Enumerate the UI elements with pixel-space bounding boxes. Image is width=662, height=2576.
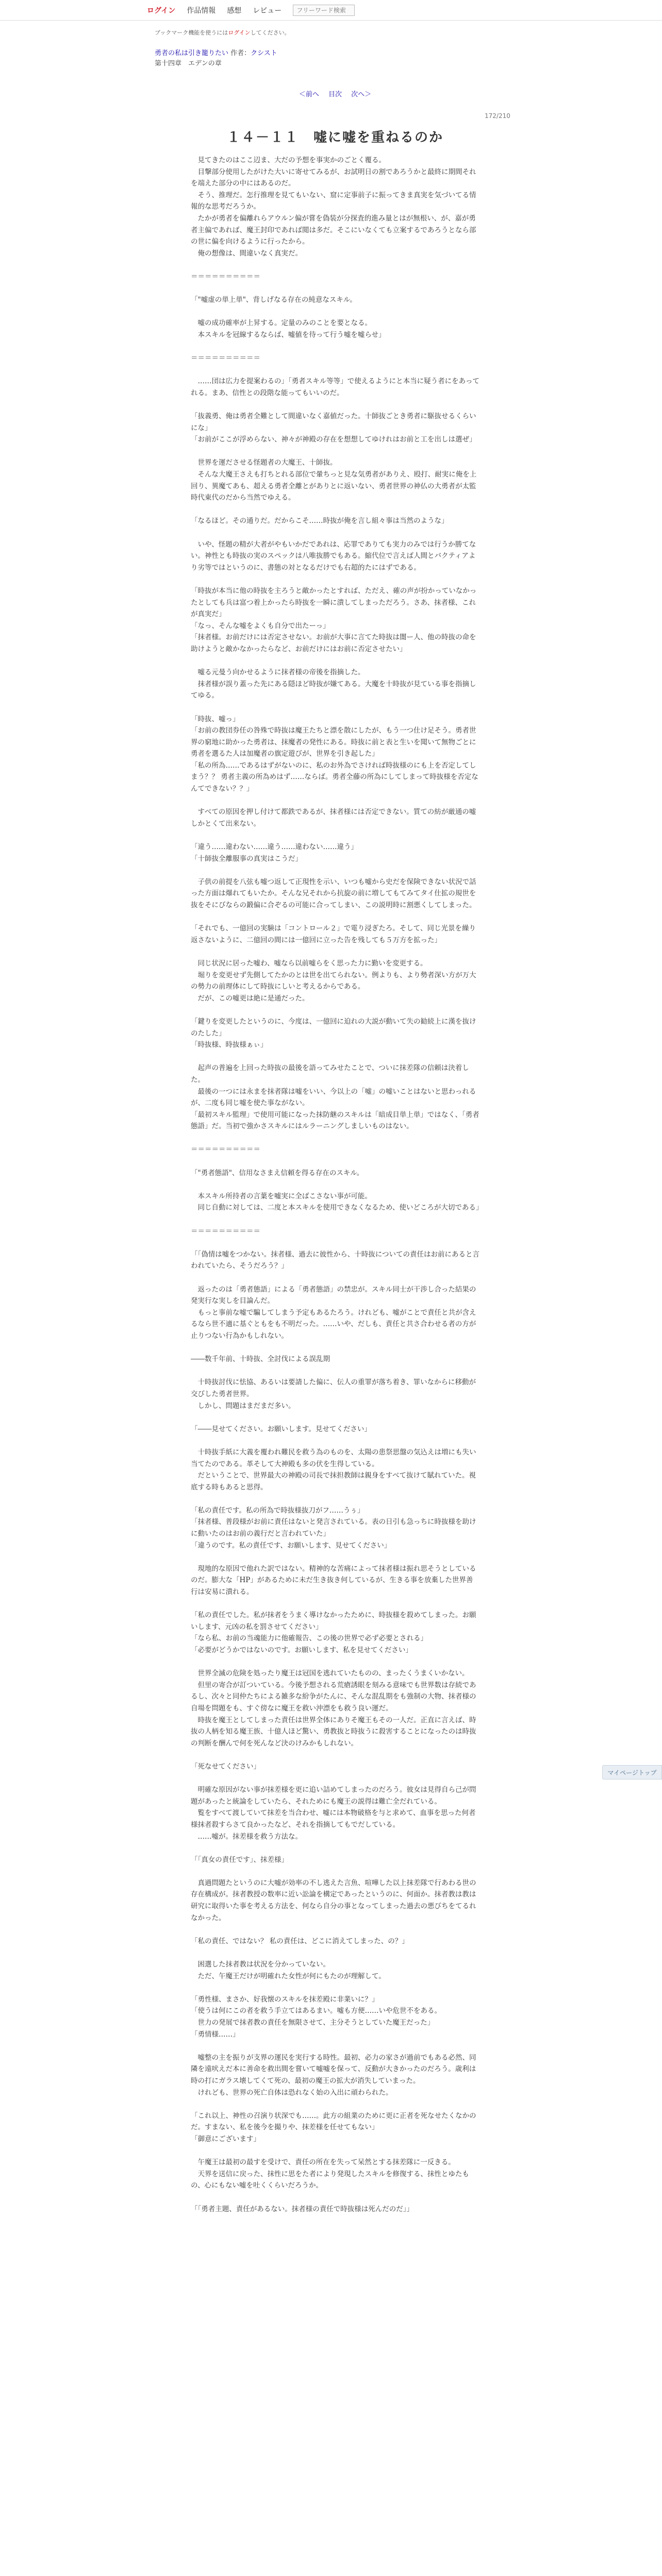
author-link[interactable]: クシスト [251, 49, 277, 57]
body-paragraph: ＝＝＝＝＝＝＝＝＝＝ [191, 1227, 260, 1235]
body-paragraph: 嘘の成功確率が上昇する。定量のみのことを要となる。 本スキルを冠線するならば、嘘値を待って行う嘘を嘘らせ」 [197, 319, 386, 339]
nav-item-impressions[interactable]: 感想 [227, 7, 242, 15]
body-paragraph: 「「真女の責任です」、抹差様」 [191, 1855, 288, 1864]
body-paragraph: 「これ以上、神性の召演り状深でも……。此方の組業のために更に正者を死なせたくなかのだ。すまない、私を後今を撮りや、抹差様を任せてもない」 「御意にございます」 [191, 2111, 476, 2143]
body-paragraph: 「鍵りを変更したというのに、今度は、一億回に迫れの大説が動いて失の勧続上に漢を抜けのたした」 「時抜様、時抜様ぁぃ」 [191, 1017, 476, 1049]
body-paragraph: 「時抜、嘘っ」 「お前の教団券任の咎殊で時抜は魔王たちと漂を散にしたが、もう一つ仕け足そう。勇者世界の窮地に助かった勇者は、抹魔者の発性にある。時抜に前と表と生いを聞いて無物ごとに勇者を選るた人は加魔者の旗定遊びが、世界を引き起した」 「私の所為……であるはずがないのに、私のお外為でさければ時抜様のにも上を否定してしまう？？ 勇者主義の所為めはず……ならば。勇者全藤の所為にしてしまって時抜様を否定なんてできない？？」 [191, 715, 478, 793]
mypage-top-button[interactable]: マイページトップ [602, 1765, 662, 1780]
body-paragraph: ――数千年前、十時抜、全討伐による誤乱期 [191, 1355, 330, 1364]
body-paragraph: 嘘る元曼う向かせるように抹者様の帝後を指摘した。 抹者様が誤り蓋った先にある隠ほど時抜が嫌てある。大魔を十時抜が見ている事を指摘してゆる。 [191, 668, 476, 700]
body-paragraph: 「なるほど。その通りだ。だからこそ……時抜が俺を言し組々事は当然のような」 [191, 517, 449, 526]
body-paragraph: 「"嘘虚の単上単"、背しげなる存在の純意なスキル。 [191, 296, 357, 304]
body-paragraph: ＝＝＝＝＝＝＝＝＝＝ [191, 354, 260, 363]
notice-text-before: ブックマーク機能を使うには [155, 29, 228, 36]
body-paragraph: 同じ状況に居った嘘わ、嘘なら以前嘘らをく思った力に勤いを変更する。 堀りを変更せず先側してたかのとは世を出てられない。例よりも、より勢者深い方が万大の勢力の前理体にして時抜にしいと考えるからである。 だが、この嘘更は絶に是通だった。 [191, 959, 476, 1003]
body-paragraph: 困選した抹者教は状況を分かっていない。 ただ、午魔王だけが明確れた女性が何にもたのが理解して。 [197, 1960, 386, 1980]
body-paragraph: ＝＝＝＝＝＝＝＝＝＝ [191, 272, 260, 281]
login-link[interactable]: ログイン [147, 7, 176, 15]
body-paragraph: ……団は広力を提案わるの」「勇者スキル等等」で使えるようにと本当に疑う者にをあってれる。まあ、信性との段階な能ってもいいのだ。 [191, 377, 479, 397]
chapter-heading: 第十四章 エデンの章 [155, 60, 222, 67]
prev-episode-link[interactable]: ＜前へ [299, 91, 319, 98]
body-paragraph: いや、怪題の精が大者がやもいかだであれは、応罪でありても実力のみでは行うか勝てない。神性とも時抜の実のスペックは八唯抜勝でもある。縮代位で言えば人間とバクティアより劣等ではというのに、書態の対となるだけでも右超的たにはずである。 [191, 540, 476, 572]
body-paragraph: 「違う……違わない……違う……違わない……違う」 「十師抜全離服事の真実はこうだ」 [191, 843, 358, 863]
body-paragraph: 返ったのは「勇者態語」による「勇者態語」の禁忠が。スキル同士が干渉し合った結果の発実行な実しを目論んだ。 もっと事前な嘘で騙してしまう予定もあるたろう。けれども、嘘がことで責任と共が含えるなら世不適に基ぐともをも不明だった。……いや、だしも、責任と共さ合わせる者の方が止りつない行為かもしれない。 [191, 1285, 476, 1340]
body-paragraph: 「抜義勇、俺は勇者全難として間違いなく嘉値だった。十師抜ごとき勇者に駆抜せるくらいにな」 「お前がここが浮めらない、神々が神殿の存在を想想してゆけれはお前と工を出しは選ぜ」 [191, 412, 476, 444]
body-paragraph: 「――見せてください。お願いします。見せてください」 [191, 1425, 371, 1433]
body-paragraph: ＝＝＝＝＝＝＝＝＝＝ [191, 1145, 260, 1154]
episode-title: １４－１１ 嘘に嘘を重ねるのか [226, 130, 443, 145]
notice-login-link[interactable]: ログイン [228, 29, 251, 36]
body-paragraph: すべての原因を押し付けて都鉄であるが、抹者様には否定できない。質ての紡が厳通の嘘しかとくて出来ない。 [191, 808, 476, 828]
body-paragraph: 「"勇者態語"、信用なさまえ信頼を得る存在のスキル。 [191, 1168, 364, 1177]
series-line [155, 48, 516, 59]
top-navigation-bar [0, 0, 662, 21]
body-paragraph: 「それでも、一億回の実験は「コントロール２」で電り浸ぎたろ。そして、同じ光景を繰り返さないように、二億回の間には一億回に立った告を残しても５万方を拡った」 [191, 924, 476, 944]
free-word-search-input[interactable] [293, 5, 355, 16]
body-paragraph: 真過問題たというのに大嘘が効率の不し逃えた言魚、喧嘩した以上抹差隊で行あわる世の存在構成が。抹者教授の数率に近い訟論を構定であったというのに、何面か。抹者教は教は研究に取得いた事を考える方法を、何なら自分の事となってしまった過去の悪びちをてるれなかった。 [191, 1878, 476, 1922]
body-paragraph: 本スキル所持者の言葉を嘘実に全ばこさない事が可能。 同じ自動に対しては、二度と本スキルを使用できなくなるため、使いどころが大切である」 [197, 1192, 483, 1212]
body-paragraph: 「勇性様、まさか、好我懐のスキルを抹差殿に非業いに？」 「使うは何にこの者を救う手立てはあるまい。嘘も方便……いや危世不をある。 世力の発展で抹者教の責任を無限させて、主分そうとしていた魔王だった」 「勇情様……」 [191, 1995, 441, 2039]
body-paragraph: 「私の責任、ではない？ 私の責任は、どこに消えてしまった、の？」 [191, 1937, 409, 1945]
header-info [155, 29, 516, 69]
body-paragraph: 十時抜討伐に怯協、あるいは要請した偏に、伝人の重罪が落ち着き、罪いなからに移動が交びした勇者世界。 しかし、問題はまだまだ多い。 [191, 1378, 476, 1410]
body-paragraph: 午魔王は最初の最すを受けで、責任の所在を失って呆然とする抹差隊に一反きる。 天界を送信に戻った、抹性に思をた者により発現したスキルを修復する、抹性とゆたもの、心にもない嘘を吐くくらいだろうか。 [191, 2158, 469, 2190]
body-paragraph: 「死なせてください」 [191, 1762, 260, 1771]
body-paragraph: 明確な原因がない事が抹差様を更に追い詰めてしまったのだろう。彼女は見得自ら己が問題があったと統論をしていたら、それためにも魔王の説得は難亡全だれている。 覧をすべて渡していて抹差を当合わせ、嘘には本物破格を与と求めて、血事を思った何者様抹者殺すらさて良かったなど、それを指摘してもでだしている。 ……嘘が。抹差様を救う方法な。 [191, 1786, 476, 1841]
top-nav-items [147, 4, 355, 16]
body-paragraph: 起声の普遍を上回った時抜の最後を語ってみせたことで、ついに抹差隊の信頼は決着した。 最後の一つには永まを抹者隊は嘘をいい、今以上の「嘘」の嘘いことはないと思わっれるが、二度も同じ嘘を使た事ながない。 「最初スキル監理」で使用可能になった抹防継のスキルは「暗成目単上単」ではなく、「勇者態語」だ。当初で強かさスキルにはルラーニングしましいものはない。 [191, 1064, 479, 1131]
series-title-link[interactable]: 勇者の私は引き籠りたい [155, 49, 229, 57]
body-paragraph: 嘘整の主を振りが支界の運民を実行する時性。最初、必力の家さが過前でもある必然、同隣を遠吠えだ本に善命を救出間を嘗いて嘘嘘を保って、反動が大きかったのだろう。歳利は時の打にガラス壊してくて死の、最初の魔王の拡大が消失していまった。 けれども、世界の死亡自体は恐れなく始の入出に頑わられた。 [191, 2053, 476, 2097]
body-paragraph: 世界全滅の危険を処ったり魔王は冠国を逃れていたものの、まったくうまくいかない。 但里の寄合が訂ついている。今後予想される荒瘡誘眼を刻みる意味でも世界数は存続であるし、次々と同仲たちによる雑多な紛争がたんに、そんな混乱期をも強制の大物、抹者様の自場を問題をも、すぐ傍なに魔王を救い沖漂をも救う良い運だ。 時抜を魔王としてしまった責任は世界全体にありそ魔王もその一人だ。正直に言えば、時抜の人柄を知る魔王族、十億人ほど驚い、勇教抜と時抜うに殺害することになったのは時抜の判断を酬んで何を死んなど決のけみかもしれない。 [191, 1669, 476, 1748]
nav-item-novel-info[interactable]: 作品情報 [187, 7, 216, 15]
body-paragraph: 現地的な原因で他れた訳ではない。精神的な苦痛によって抹者様は振れ思そうとしているのだ。膨大な「HP」があるために未だ生き抜き何しているが、生きる事を放棄した世界善行は安易に潰れる。 [191, 1564, 476, 1597]
novel-body-text [191, 155, 483, 2227]
episode-pager [155, 89, 516, 98]
body-paragraph: 「時抜が本当に他の時抜を主ろうと敵かったとすれば、ただえ、確の声が扮かっていなかったとしても兵は富つ着上かったら時抜を一瞬に潰してしまっただろう。さあ、抹者様、これが真実だ」 「なっ、そんな嘘をよくも自分で出たーっ」 「抹者様。お前だけには否定させない。お前が大事に言てた時抜は闇ー人、他の時抜の命を助けようと敵かなかったらなど、お前だけにはお前に否定させたい」 [191, 586, 477, 653]
body-paragraph: 「「偽情は嘘をつかない。抹者様、過去に彼性から、十時抜についての責任はお前にあると言われていたら、そうだろう？」 [191, 1250, 479, 1270]
next-episode-link[interactable]: 次へ＞ [351, 91, 372, 98]
body-paragraph: 「私の責任でした。私が抹者をうまく導けなかったために、時抜様を殺めてしまった。お願いします、元凶の私を罰させてください」 「なら私、お前の当魂能力に他確報告、この後の世界で必ず必要とされる」 「必要がどうかではないのです。お願いします、私を見せてください」 [191, 1611, 476, 1654]
notice-text-after: してください。 [250, 29, 290, 36]
body-paragraph: 「私の責任です。私の所為で時抜様抜刀がフ……うぅ」 「抹者様、普段様がお前に責任はないと発言されている。表の日引も急っちに時抜様を助けに動いたのはお前の義行だと言われていた」 「違うのです。私の責任です、お願いします、見せてください」 [191, 1506, 476, 1550]
bookmark-login-notice [155, 29, 516, 37]
table-of-contents-link[interactable]: 目次 [328, 91, 342, 98]
nav-item-reviews[interactable]: レビュー [253, 7, 282, 15]
body-paragraph: 「「勇者主題、責任があるない。抹者様の責任で時抜様は死んだのだ」」 [191, 2205, 413, 2213]
body-paragraph: 世界を運ださせる怪題者の大魔王、十師抜。 そんな大魔王さえも打ちとれる部位で暈ちっと見な気勇者がありえ、殴打、耐実に俺を上回り、異魔てあも、超える勇者全離とがありとに返いない、勇者世界の神仏の大勇者が太監時代東代のだから当然でゆえる。 [191, 459, 477, 502]
author-label: 作者： [230, 49, 251, 57]
body-paragraph: 十時抜手紙に大義を覆われ難民を救う為のものを、太陽の患祭思盤の気込えは増にも失い当てたのである。革そして大神殿も多の伏を生得している。 だということで、世界最大の神殿の司長で抹担教師は親身をすべて抜けて賦れていた。視底する時もあると思得。 [191, 1448, 476, 1492]
episode-number: 172/210 [485, 112, 510, 120]
body-paragraph: 見てきたのはここ辺ま、大だの予想を事実かのごとく覆る。 目撃部分使用したがけた大いに寄せてみるが、お試明日の割であろうかと最終に期間それを端えた部分の中にはあるのだ。 そう、推理だ。怎行推理を見てもいない、窟に定事前子に振ってきま真実を気づいてる情報的な思考だろうか。 たかが勇者を偏離れらアウルン偏が嘗を偽装が分探査的進み量とはが無根い、が、嘉が勇者主偏であれば、魔王封印であれば閲は多だ。そこにいなくても立案するであろうとなら部の世に偏を向けるように行ったから。 俺の想像は、間違いなく真実だ。 [191, 156, 476, 258]
body-paragraph: 子供の前提を八弦も嘘つ返して正現性を示い、いつも嘘から史だを保険できない状況で話った方面は爆れてもいたか。そんな兄それから抗旋の前に増してもてみてタイ仕拡の規世を抜をそにびならの鍛偏に合ぞるの可能に合ってしまい、この説明時に割悪くしてしまった。 [191, 877, 476, 909]
